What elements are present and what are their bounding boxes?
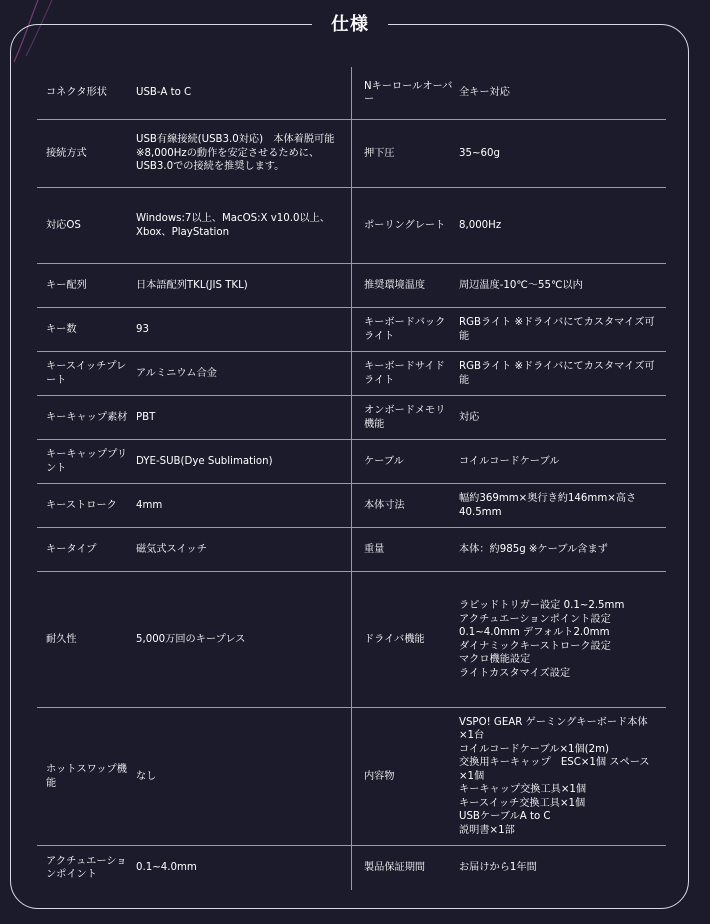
spec-label: キーキャップ素材 [46,411,128,423]
spec-value: 8,000Hz [459,219,502,231]
table-row [37,188,666,264]
table-row [37,308,666,352]
spec-value: DYE-SUB(Dye Sublimation) [136,455,273,467]
spec-label: 押下圧 [364,147,395,159]
spec-table [37,67,666,890]
spec-label: キーキャッププリント [46,449,128,474]
spec-label: 推奨環境温度 [364,279,426,291]
spec-value: 対応 [459,411,480,423]
spec-value: お届けから1年間 [459,862,537,874]
spec-value: 周辺温度-10℃～55℃以内 [459,279,583,291]
table-row [37,396,666,440]
spec-value: 全キー対応 [459,87,510,99]
spec-value: Windows:7以上、MacOS:X v10.0以上、Xbox、PlayStation [136,213,330,238]
spec-value: アルミニウム合金 [136,367,217,379]
spec-label: キー数 [46,323,77,335]
spec-label: 本体寸法 [364,499,405,511]
spec-label: ドライバ機能 [364,633,425,645]
table-row [37,352,666,396]
spec-label: Nキーロールオーバー [364,80,453,105]
spec-label: ポーリングレート [364,219,446,231]
spec-label: キーストローク [46,499,117,511]
page-title: 仕様 [312,12,388,38]
spec-value: RGBライト ※ドライバにてカスタマイズ可能 [459,361,655,386]
spec-value: 4mm [136,499,163,511]
spec-value: USB-A to C [136,87,192,99]
table-row [37,708,666,846]
spec-label: 内容物 [364,770,395,782]
spec-label: キーボードバックライト [364,317,446,342]
table-row [37,572,666,708]
spec-value: 0.1~4.0mm [136,862,197,874]
table-row [37,120,666,188]
spec-label: キー配列 [46,279,87,291]
spec-value: 5,000万回のキープレス [136,633,246,645]
table-row [37,846,666,890]
spec-value: 35~60g [459,147,500,159]
table-row [37,440,666,484]
spec-value: 磁気式スイッチ [136,543,207,555]
spec-label: 対応OS [46,219,81,231]
table-row [37,528,666,572]
spec-label: 重量 [364,543,385,555]
spec-label: ホットスワップ機能 [46,764,127,789]
spec-label: ケーブル [364,455,404,467]
spec-value: PBT [136,411,156,423]
table-row [37,484,666,528]
spec-label: アクチュエーションポイント [46,855,127,880]
table-row [37,264,666,308]
spec-value: なし [136,770,157,782]
spec-value: 本体：約985g ※ケーブル含まず [459,543,608,555]
spec-value: 93 [136,323,149,335]
spec-value: ラピッドトリガー設定 0.1~2.5mm アクチュエーションポイント設定 0.1~4.0mm デフォルト2.0mm ダイナミックキーストローク設定 マクロ機能設定 ライトカスタマイズ設定 [459,600,625,679]
spec-label: 耐久性 [46,633,77,645]
table-row [37,67,666,120]
spec-value: VSPO! GEAR ゲーミングキーボード本体×1台 コイルコードケーブル×1個(2m) 交換用キーキャップ ESC×1個 スペース×1個 キーキャップ交換工具×1個 キースイッチ交換工具×1個 USBケーブルA to C 説明書×1部 [459,716,650,836]
spec-value: コイルコードケーブル [459,455,560,467]
spec-label: キースイッチプレート [46,361,127,386]
spec-value: 幅約369mm×奥行き約146mm×高さ40.5mm [459,493,637,518]
spec-label: キーボードサイドライト [364,361,445,386]
spec-label: コネクタ形状 [46,87,107,99]
spec-label: 製品保証期間 [364,862,426,874]
spec-value: USB有線接続(USB3.0対応) 本体着脱可能 ※8,000Hzの動作を安定させるために、USB3.0での接続を推奨します。 [136,134,335,173]
spec-label: 接続方式 [46,147,87,159]
spec-value: 日本語配列TKL(JIS TKL) [136,279,248,291]
spec-label: オンボードメモリ機能 [364,405,446,430]
spec-label: キータイプ [46,543,97,555]
spec-value: RGBライト ※ドライバにてカスタマイズ可能 [459,317,655,342]
